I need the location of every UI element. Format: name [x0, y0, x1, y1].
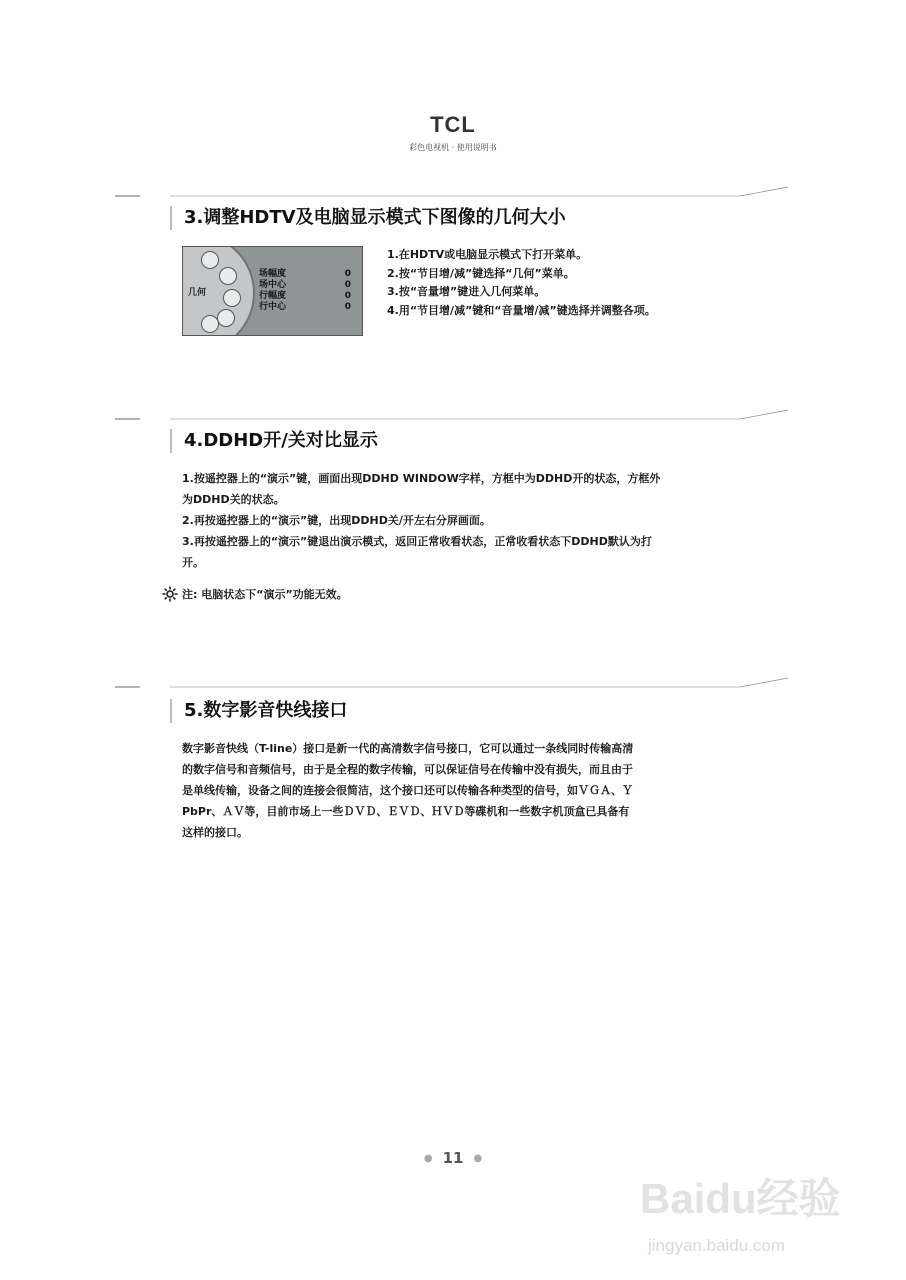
- section-divider: [0, 407, 906, 447]
- picture-icon: [201, 251, 219, 269]
- tools-icon: [201, 315, 219, 333]
- menu-rows: [259, 269, 351, 313]
- section-4-body: [182, 468, 782, 573]
- setting-icon: [223, 289, 241, 307]
- section-5-title: 5.数字影音快线接口: [170, 699, 347, 723]
- menu-row: 场中心 0: [259, 280, 351, 290]
- menu-label: 几何: [188, 288, 207, 298]
- menu-row: 行中心 0: [259, 302, 351, 312]
- body-line: 这样的接口。: [182, 826, 248, 839]
- watermark-brand: Baidu经验: [640, 1175, 841, 1222]
- body-line: 开。: [182, 556, 204, 569]
- note-text: 注: 电脑状态下“演示”功能无效。: [182, 588, 348, 601]
- step-item: 1.在HDTV或电脑显示模式下打开菜单。: [387, 248, 588, 261]
- body-line: 为DDHD关的状态。: [182, 493, 285, 506]
- brand-logo: TCL: [430, 112, 476, 137]
- step-item: 2.按“节目增/减”键选择“几何”菜单。: [387, 266, 575, 280]
- header-subtitle: 彩色电视机 · 使用说明书: [409, 143, 497, 152]
- body-line: 的数字信号和音频信号，由于是全程的数字传输，可以保证信号在传输中没有损失，而且由于: [182, 763, 633, 776]
- page-number: ● 11 ●: [423, 1149, 483, 1167]
- section-3-steps: [387, 246, 656, 320]
- body-line: 是单线传输，设备之间的连接会很简洁，这个接口还可以传输各种类型的信号，如ＶＧＡ、Ｙ: [182, 784, 633, 797]
- body-line: 3.再按遥控器上的“演示”键退出演示模式，返回正常收看状态，正常收看状态下DDHD默认为打: [182, 535, 652, 548]
- step-item: 4.用“节目增/减”键和“音量增/减”键选择并调整各项。: [387, 303, 656, 317]
- section-5-body: [182, 738, 802, 843]
- section-divider: [0, 675, 906, 715]
- function-icon: [217, 309, 235, 327]
- watermark-url: jingyan.baidu.com: [648, 1236, 786, 1255]
- section-4-title: 4.DDHD开/关对比显示: [170, 429, 378, 453]
- geometry-menu-screenshot: [182, 246, 363, 336]
- note: [162, 586, 348, 602]
- body-line: 1.按遥控器上的“演示”键，画面出现DDHD WINDOW字样，方框中为DDHD开的状态，方框外: [182, 472, 661, 485]
- section-3-title: 3.调整HDTV及电脑显示模式下图像的几何大小: [170, 206, 566, 230]
- menu-row: 场幅度 0: [259, 269, 351, 279]
- watermark-logo: [640, 1166, 841, 1226]
- gear-icon: [162, 586, 178, 602]
- step-item: 3.按“音量增”键进入几何菜单。: [387, 285, 546, 298]
- menu-row: 行幅度 0: [259, 291, 351, 301]
- body-line: 数字影音快线（T-line）接口是新一代的高清数字信号接口，它可以通过一条线同时传输高清: [182, 742, 634, 755]
- body-line: PbPr、ＡＶ等，目前市场上一些ＤＶＤ、ＥＶＤ、ＨＶＤ等碟机和一些数字机顶盒已具备有: [182, 805, 630, 818]
- sound-icon: [219, 267, 237, 285]
- body-line: 2.再按遥控器上的“演示”键，出现DDHD关/开左右分屏画面。: [182, 514, 491, 527]
